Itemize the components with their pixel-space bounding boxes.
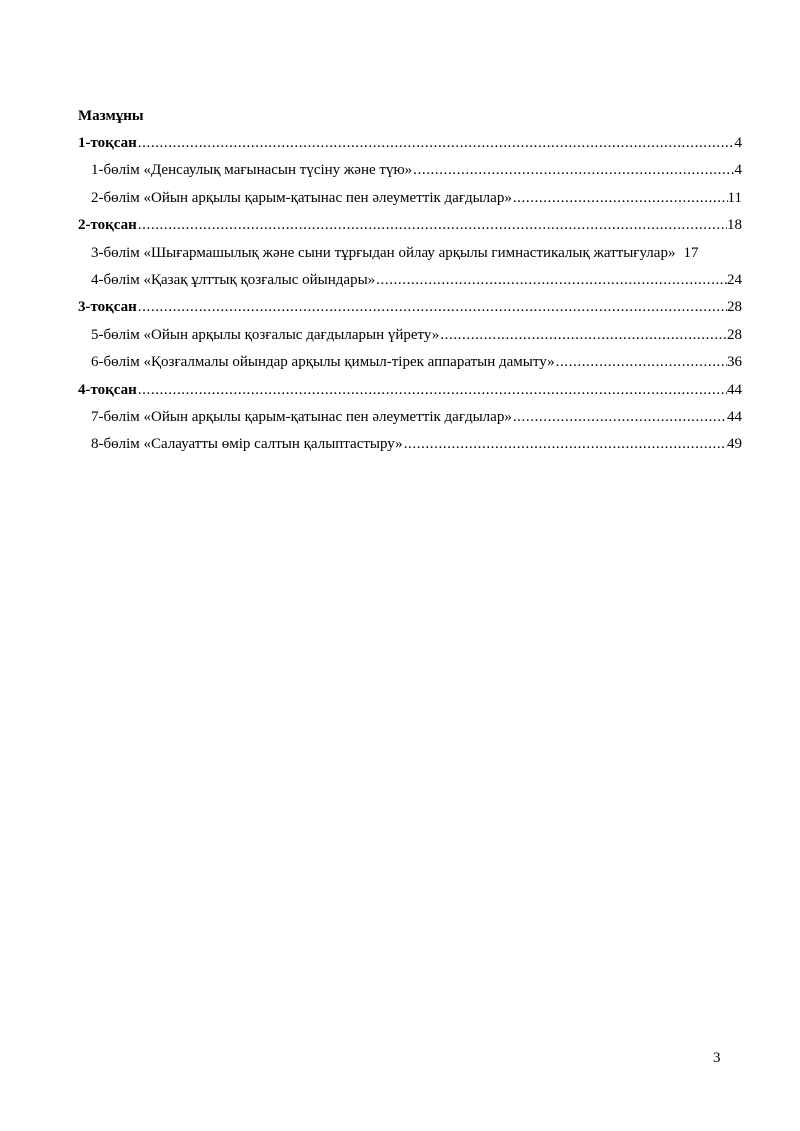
toc-entry-page: 4 [734,135,742,151]
toc-entry-section-8[interactable] [78,434,742,461]
toc-entry-section-2[interactable] [78,188,742,215]
toc-entry-label: 2-тоқсан [78,217,137,234]
table-of-contents [78,133,742,462]
toc-entry-label: 8-бөлім «Салауатты өмір салтын қалыптастыру» [91,436,403,453]
toc-entry-quarter-3[interactable] [78,297,742,324]
toc-dot-leader [412,160,734,180]
toc-entry-page: 17 [683,244,699,261]
toc-dot-leader [137,133,735,153]
toc-entry-section-5[interactable] [78,325,742,352]
toc-entry-section-1[interactable] [78,160,742,187]
toc-entry-label: 2-бөлім «Ойын арқылы қарым-қатынас пен әлеуметтік дағдылар» [91,189,512,206]
toc-entry-section-6[interactable] [78,352,742,379]
toc-entry-quarter-4[interactable] [78,380,742,407]
toc-dot-leader [555,352,727,372]
toc-entry-page: 44 [727,408,742,425]
toc-dot-leader [512,407,727,427]
toc-dot-leader [403,434,727,454]
toc-entry-section-7[interactable] [78,407,742,434]
toc-entry-page: 24 [727,271,742,288]
toc-entry-label: 3-тоқсан [78,299,137,316]
toc-entry-section-3[interactable] [78,243,742,270]
toc-dot-leader [375,270,727,290]
toc-entry-label: 4-тоқсан [78,381,137,398]
toc-dot-leader [137,380,727,400]
toc-dot-leader [137,297,727,317]
toc-entry-label: 3-бөлім «Шығармашылық және сыни тұрғыдан ойлау арқылы гимнастикалық жаттығулар» [91,244,676,261]
toc-entry-quarter-2[interactable] [78,215,742,242]
toc-entry-page: 49 [727,436,742,453]
toc-entry-page: 28 [727,299,742,316]
toc-dot-leader [439,325,727,345]
toc-entry-page: 36 [727,354,742,371]
toc-entry-label: 6-бөлім «Қозғалмалы ойындар арқылы қимыл-тірек аппаратын дамыту» [91,354,555,371]
toc-dot-leader [137,215,727,235]
toc-entry-page: 4 [734,162,742,179]
toc-entry-label: 4-бөлім «Қазақ ұлттық қозғалыс ойындары» [91,271,376,288]
toc-entry-quarter-1[interactable] [78,133,742,160]
toc-title: Мазмұны [78,108,144,124]
toc-entry-label: 5-бөлім «Ойын арқылы қозғалыс дағдыларын үйрету» [91,326,440,343]
toc-entry-label: 7-бөлім «Ойын арқылы қарым-қатынас пен әлеуметтік дағдылар» [91,408,512,425]
toc-entry-page: 11 [727,189,742,206]
toc-entry-label: 1-бөлім «Денсаулық мағынасын түсіну және түю» [91,162,413,179]
toc-entry-section-4[interactable] [78,270,742,297]
toc-entry-label: 1-тоқсан [78,135,137,151]
toc-dot-leader [512,188,728,208]
toc-entry-page: 44 [727,381,742,398]
page-number: 3 [713,1050,721,1066]
toc-entry-page: 18 [727,217,742,234]
toc-entry-page: 28 [727,326,742,343]
